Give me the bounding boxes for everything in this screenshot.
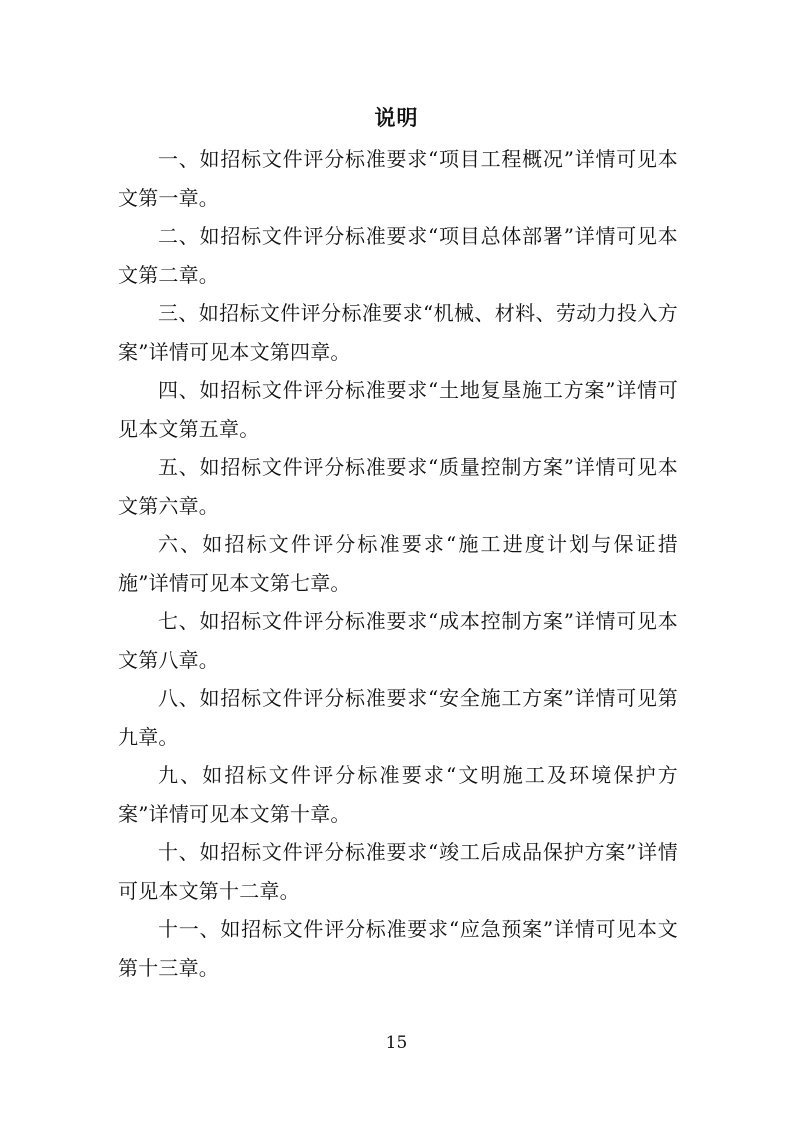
paragraph-5: 五、如招标文件评分标准要求“质量控制方案”详情可见本文第六章。	[118, 455, 678, 518]
document-title: 说明	[374, 105, 419, 130]
document-body	[118, 140, 678, 987]
paragraph-7: 七、如招标文件评分标准要求“成本控制方案”详情可见本文第八章。	[118, 609, 678, 672]
paragraph-6: 六、如招标文件评分标准要求“施工进度计划与保证措施”详情可见本文第七章。	[118, 532, 678, 595]
paragraph-1: 一、如招标文件评分标准要求“项目工程概况”详情可见本文第一章。	[118, 147, 678, 210]
paragraph-10: 十、如招标文件评分标准要求“竣工后成品保护方案”详情可见本文第十二章。	[118, 840, 678, 903]
paragraph-4: 四、如招标文件评分标准要求“土地复垦施工方案”详情可见本文第五章。	[118, 378, 678, 441]
paragraph-11: 十一、如招标文件评分标准要求“应急预案”详情可见本文第十三章。	[118, 917, 678, 980]
paragraph-3: 三、如招标文件评分标准要求“机械、材料、劳动力投入方案”详情可见本文第四章。	[118, 301, 678, 364]
paragraph-9: 九、如招标文件评分标准要求“文明施工及环境保护方案”详情可见本文第十章。	[118, 763, 678, 826]
page-number: 15	[385, 1033, 408, 1053]
paragraph-8: 八、如招标文件评分标准要求“安全施工方案”详情可见第九章。	[118, 686, 678, 749]
paragraph-2: 二、如招标文件评分标准要求“项目总体部署”详情可见本文第二章。	[118, 224, 678, 287]
